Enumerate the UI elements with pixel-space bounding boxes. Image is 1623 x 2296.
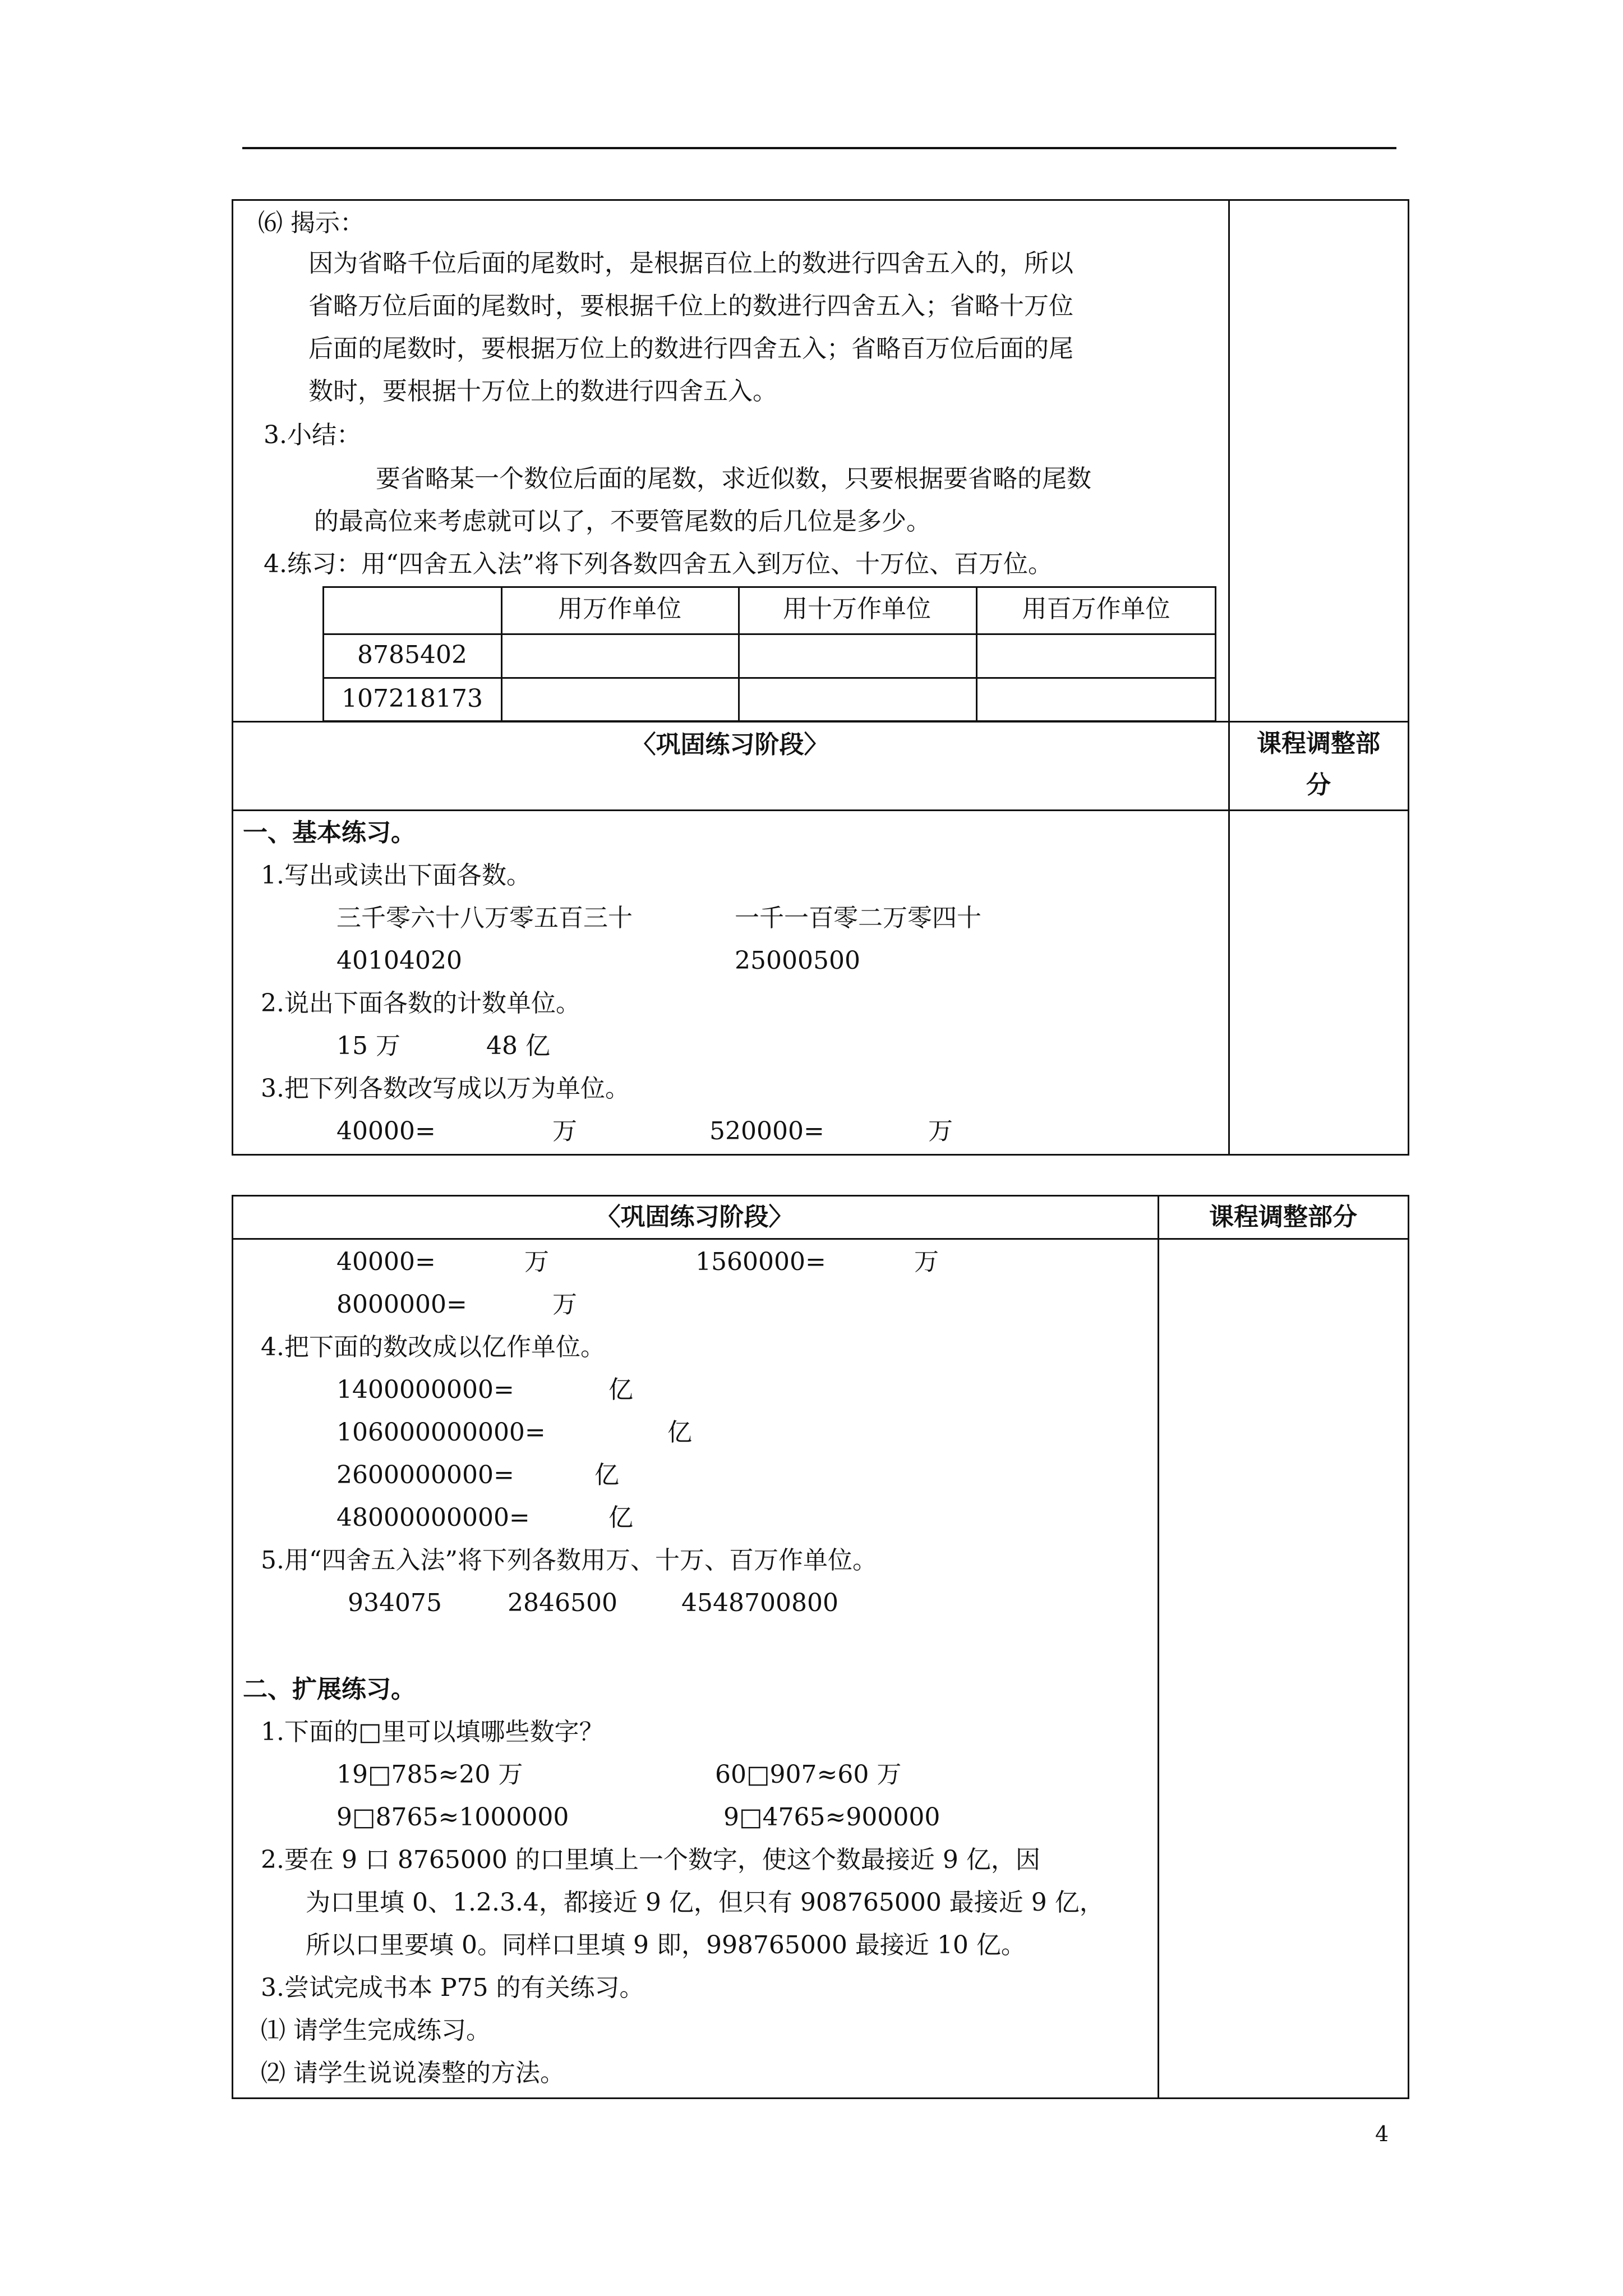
reveal-line: 数时，要根据十万位上的数进行四舍五入。 bbox=[308, 377, 777, 406]
table-row-number: 8785402 bbox=[357, 641, 467, 669]
question-item: 4548700800 bbox=[681, 1589, 838, 1617]
convert-item: 8000000= bbox=[336, 1290, 467, 1319]
question-item: 40104020 bbox=[336, 946, 462, 975]
convert-item: 亿 bbox=[608, 1375, 633, 1404]
convert-item: 106000000000= bbox=[336, 1418, 546, 1447]
stage-title: 〈巩固练习阶段〉 bbox=[631, 730, 829, 759]
lesson-table-bottom bbox=[232, 1195, 1409, 2099]
convert-item: 万 bbox=[914, 1248, 939, 1276]
stage-title: 〈巩固练习阶段〉 bbox=[596, 1203, 794, 1231]
question-item: 48 亿 bbox=[486, 1032, 550, 1060]
question-item: 2846500 bbox=[508, 1589, 617, 1617]
reveal-line: 省略万位后面的尾数时，要根据千位上的数进行四舍五入；省略十万位 bbox=[308, 292, 1073, 320]
question-item: 三千零六十八万零五百三十 bbox=[336, 904, 633, 932]
summary-line: 的最高位来考虑就可以了，不要管尾数的后几位是多少。 bbox=[314, 507, 931, 536]
table-row-divider bbox=[322, 677, 1216, 679]
question-item: ⑵ 请学生说说凑整的方法。 bbox=[261, 2059, 565, 2087]
practice-text: 4.练习：用“四舍五入法”将下列各数四舍五入到万位、十万位、百万位。 bbox=[264, 550, 1053, 578]
table-row-number: 107218173 bbox=[342, 684, 483, 713]
question-item: 520000= bbox=[709, 1117, 824, 1145]
explanation-line: 为口里填 0、1.2.3.4，都接近 9 亿，但只有 908765000 最接近 9 亿， bbox=[306, 1888, 1104, 1917]
table-header-shiwan: 用十万作单位 bbox=[783, 595, 931, 623]
adjust-label: 课程调整部 bbox=[1257, 729, 1380, 758]
adjust-label: 课程调整部分 bbox=[1209, 1203, 1357, 1231]
question-item: 15 万 bbox=[336, 1032, 400, 1060]
summary-label: 3.小结： bbox=[264, 421, 361, 449]
question-item: 万 bbox=[552, 1117, 577, 1145]
question-item: 40000= bbox=[336, 1117, 436, 1145]
convert-item: 亿 bbox=[594, 1461, 619, 1489]
question: 4.把下面的数改成以亿作单位。 bbox=[261, 1333, 605, 1361]
table-header-wan: 用万作单位 bbox=[558, 595, 681, 623]
question-item: ⑴ 请学生完成练习。 bbox=[261, 2016, 491, 2045]
convert-item: 亿 bbox=[608, 1503, 633, 1532]
column-divider bbox=[1158, 1195, 1159, 2099]
question: 5.用“四舍五入法”将下列各数用万、十万、百万作单位。 bbox=[261, 1546, 877, 1575]
question-item: 19□785≈20 万 bbox=[336, 1760, 523, 1789]
question: 3.尝试完成书本 P75 的有关练习。 bbox=[261, 1973, 644, 2002]
reveal-line: 因为省略千位后面的尾数时，是根据百位上的数进行四舍五入的，所以 bbox=[308, 249, 1073, 278]
convert-item: 1400000000= bbox=[336, 1375, 514, 1404]
question-item: 万 bbox=[928, 1117, 953, 1145]
question: 3.把下列各数改写成以万为单位。 bbox=[261, 1074, 630, 1103]
question-item: 25000500 bbox=[735, 946, 860, 975]
table-row-divider bbox=[322, 633, 1216, 635]
row-divider bbox=[232, 809, 1409, 811]
question-item: 9□4765≈900000 bbox=[723, 1803, 940, 1832]
convert-item: 万 bbox=[552, 1290, 577, 1319]
explanation-line: 2.要在 9 口 8765000 的口里填上一个数字，使这个数最接近 9 亿，因 bbox=[261, 1846, 1040, 1874]
question: 1.写出或读出下面各数。 bbox=[261, 861, 531, 890]
question-item: 60□907≈60 万 bbox=[715, 1760, 902, 1789]
question-item: 一千一百零二万零四十 bbox=[735, 904, 981, 932]
section-heading: 二、扩展练习。 bbox=[243, 1675, 416, 1704]
table-header-baiwan: 用百万作单位 bbox=[1022, 595, 1170, 623]
summary-line: 要省略某一个数位后面的尾数，求近似数，只要根据要省略的尾数 bbox=[376, 464, 1091, 493]
convert-item: 2600000000= bbox=[336, 1461, 514, 1489]
question-item: 9□8765≈1000000 bbox=[336, 1803, 569, 1832]
question-item: 934075 bbox=[348, 1589, 442, 1617]
convert-item: 1560000= bbox=[695, 1248, 826, 1276]
header-rule bbox=[242, 147, 1396, 149]
reveal-line: 后面的尾数时，要根据万位上的数进行四舍五入；省略百万位后面的尾 bbox=[308, 334, 1073, 363]
adjust-label: 分 bbox=[1306, 771, 1331, 799]
convert-item: 亿 bbox=[667, 1418, 692, 1447]
convert-item: 40000= bbox=[336, 1248, 436, 1276]
question: 1.下面的□里可以填哪些数字？ bbox=[261, 1718, 604, 1746]
reveal-label: ⑹ 揭示： bbox=[258, 209, 365, 237]
page-number: 4 bbox=[1375, 2122, 1389, 2146]
column-divider bbox=[1228, 199, 1230, 1156]
row-divider bbox=[232, 1238, 1409, 1240]
question: 2.说出下面各数的计数单位。 bbox=[261, 989, 580, 1018]
convert-item: 万 bbox=[524, 1248, 549, 1276]
section-heading: 一、基本练习。 bbox=[243, 818, 416, 847]
convert-item: 48000000000= bbox=[336, 1503, 530, 1532]
explanation-line: 所以口里要填 0。同样口里填 9 即，998765000 最接近 10 亿。 bbox=[306, 1931, 1026, 1959]
